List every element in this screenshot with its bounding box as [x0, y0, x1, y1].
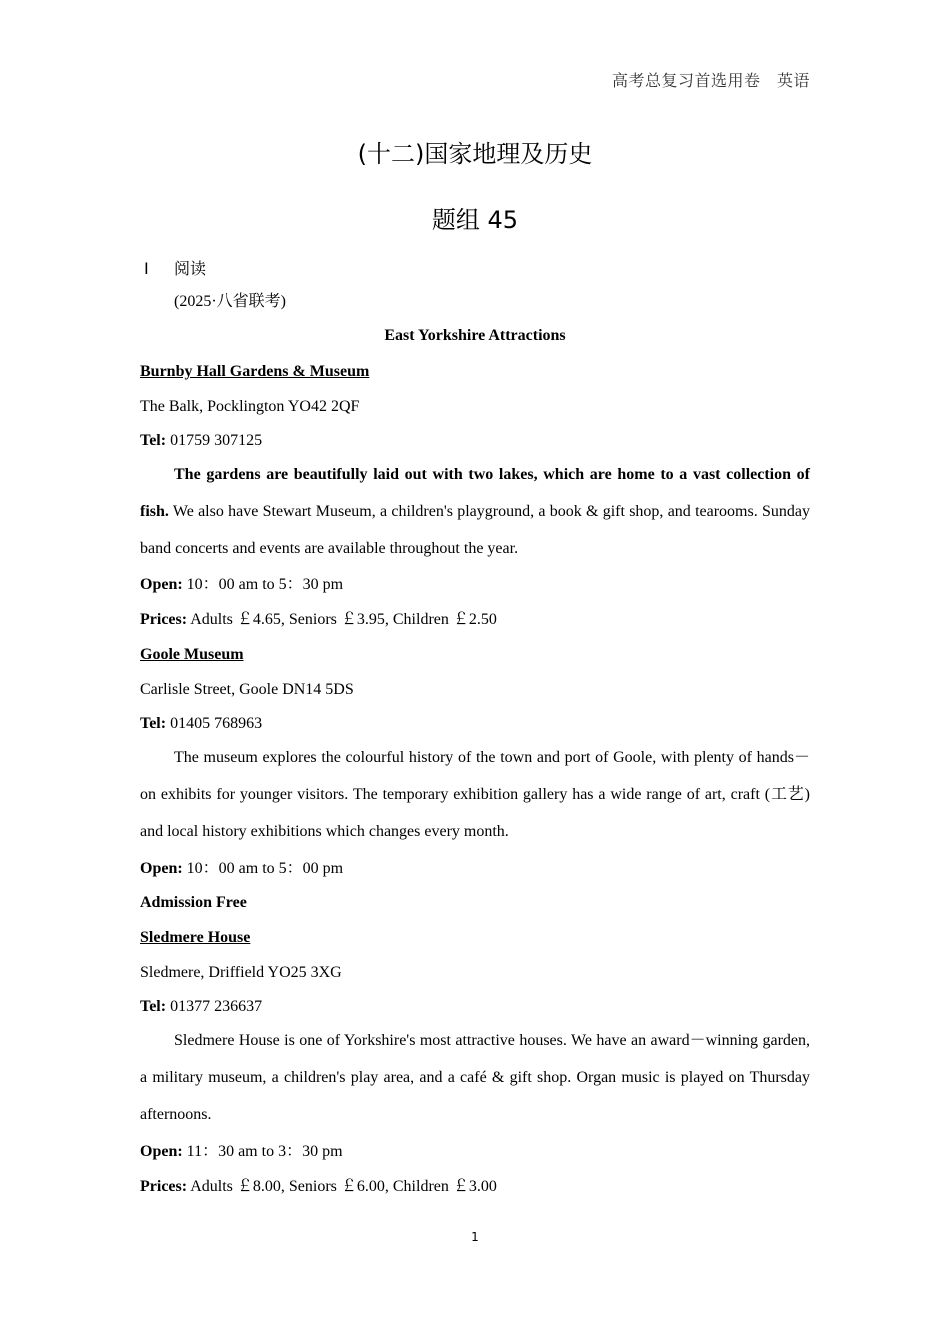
attraction-address: The Balk, Pocklington YO42 2QF — [140, 398, 360, 415]
chapter-title: (十二)国家地理及历史 — [357, 140, 593, 168]
group-title: 题组 45 — [431, 206, 519, 234]
admission-free: Admission Free — [140, 894, 247, 911]
prices-value: Adults ￡4.65, Seniors ￡3.95, Children ￡2.50 — [190, 611, 497, 628]
source-note: (2025·八省联考) — [174, 293, 286, 310]
attraction-tel — [140, 997, 262, 1017]
passage-title: East Yorkshire Attractions — [384, 327, 566, 344]
running-header: 高考总复习首选用卷 英语 — [611, 71, 810, 90]
attraction-description — [140, 456, 810, 567]
prices-value: Adults ￡8.00, Seniors ￡6.00, Children ￡3.00 — [190, 1178, 497, 1195]
description-bold: The gardens are beautifully laid out with two lakes, which are home to a vast collection of fish. — [140, 466, 810, 520]
attraction-address: Carlisle Street, Goole DN14 5DS — [140, 681, 354, 698]
attraction-tel — [140, 431, 262, 451]
attraction-open — [140, 575, 343, 595]
tel-label: Tel: — [140, 715, 167, 732]
attraction-prices — [140, 1177, 497, 1197]
open-label: Open: — [140, 860, 183, 877]
open-label: Open: — [140, 1143, 183, 1160]
attraction-name: Sledmere House — [140, 929, 251, 946]
attraction-address: Sledmere, Driffield YO25 3XG — [140, 964, 342, 981]
page-number: 1 — [471, 1230, 479, 1244]
description-text: We also have Stewart Museum, a children's playground, a book & gift shop, and tearooms. Sunday band concerts and events are available throughout the year. — [140, 503, 810, 557]
section-label: 阅读 — [174, 259, 207, 278]
open-value: 11：30 am to 3：30 pm — [186, 1143, 343, 1160]
tel-label: Tel: — [140, 998, 167, 1015]
open-label: Open: — [140, 576, 183, 593]
attraction-open — [140, 1142, 343, 1162]
attraction-open — [140, 859, 343, 879]
open-value: 10：00 am to 5：30 pm — [186, 576, 344, 593]
attraction-name: Goole Museum — [140, 646, 244, 663]
section-numeral: Ⅰ — [144, 259, 149, 278]
tel-value: 01377 236637 — [170, 998, 263, 1015]
open-value: 10：00 am to 5：00 pm — [186, 860, 344, 877]
tel-value: 01759 307125 — [170, 432, 263, 449]
attraction-name: Burnby Hall Gardens & Museum — [140, 363, 370, 380]
prices-label: Prices: — [140, 1178, 188, 1195]
tel-label: Tel: — [140, 432, 167, 449]
attraction-description: Sledmere House is one of Yorkshire's most attractive houses. We have an award－winning garden, a military museum, a children's play area, and a café & gift shop. Organ music is played on Thursday afternoons. — [140, 1032, 810, 1123]
tel-value: 01405 768963 — [170, 715, 263, 732]
prices-label: Prices: — [140, 611, 188, 628]
attraction-prices — [140, 610, 497, 630]
attraction-tel — [140, 714, 262, 734]
attraction-description: The museum explores the colourful history of the town and port of Goole, with plenty of hands－on exhibits for younger visitors. The temporary exhibition gallery has a wide range of art, craft (工艺) and local history exhibitions which changes every month. — [140, 749, 810, 840]
